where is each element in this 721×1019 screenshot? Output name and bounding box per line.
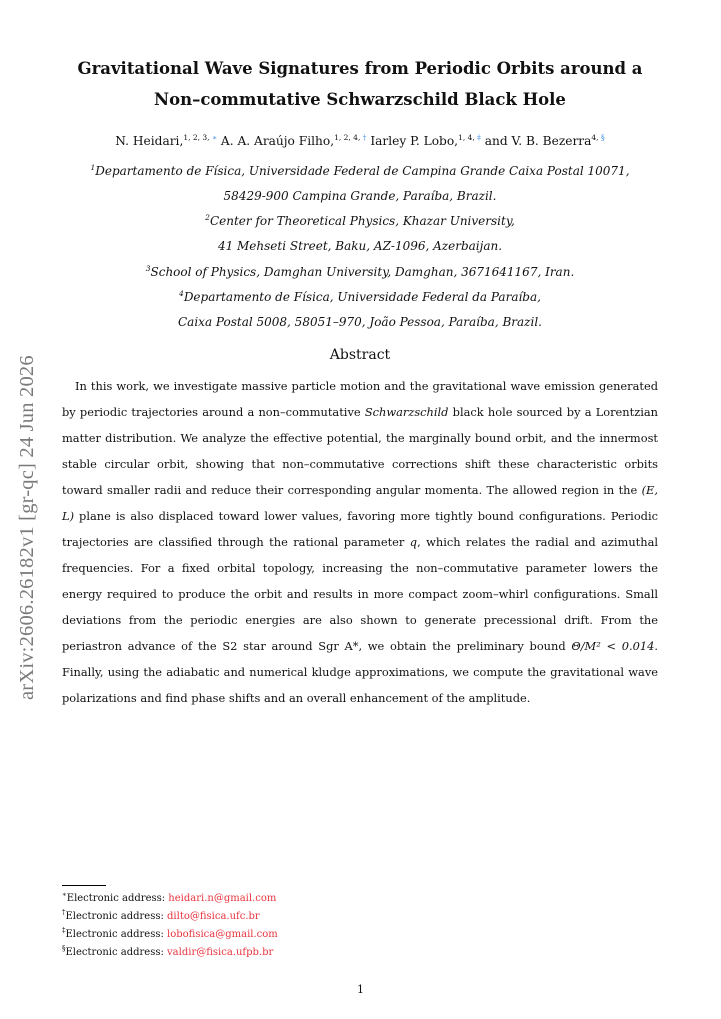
- author-4-affiliations: 4,: [591, 132, 601, 142]
- abstract-text: , which relates the radial and azimuthal frequencies. For a fixed orbital topology, increasing the non–commutative parameter lowers the energy required to produce the orbit and results in more compact zoom–whirl configurations. Small deviations from the periodic energies are also shown to generate precessional drift. From the periastron advance of the S2 star around Sgr A*, we obtain the preliminary bound: [62, 535, 659, 653]
- author-3: Iarley P. Lobo,: [366, 134, 459, 148]
- author-4-footnote-link[interactable]: §: [600, 132, 605, 142]
- author-3-affiliations: 1, 4,: [458, 132, 478, 142]
- email-link[interactable]: lobofisica@gmail.com: [167, 929, 278, 940]
- footnote: [62, 892, 562, 906]
- affiliation-number: 3: [145, 264, 151, 273]
- affiliation-line: [60, 314, 660, 330]
- footnote-divider: [62, 885, 106, 886]
- affiliation-number: 2: [205, 213, 210, 222]
- footnote: [62, 910, 562, 924]
- abstract-math: (E, L): [62, 483, 658, 523]
- author-2: A. A. Araújo Filho,: [217, 134, 335, 148]
- abstract-heading: Abstract: [329, 347, 391, 363]
- affiliation-line: [60, 188, 660, 204]
- email-link[interactable]: valdir@fisica.ufpb.br: [167, 947, 274, 958]
- abstract-italic: Schwarzschild: [364, 405, 449, 419]
- email-link[interactable]: heidari.n@gmail.com: [168, 893, 277, 904]
- affiliation-text: Departamento de Física, Universidade Federal da Paraíba,: [183, 290, 541, 304]
- abstract-body: [62, 373, 658, 711]
- footnote-label: Electronic address:: [65, 929, 168, 940]
- footnote-mark: †: [62, 908, 66, 917]
- author-list: [60, 133, 660, 149]
- title-line-1: Gravitational Wave Signatures from Periodic Orbits around a: [77, 59, 643, 78]
- footnote: [62, 946, 562, 960]
- affiliation-text: Center for Theoretical Physics, Khazar University,: [209, 214, 515, 228]
- abstract-math: Θ/M² < 0.014: [571, 639, 655, 653]
- footnote-label: Electronic address:: [65, 911, 168, 922]
- abstract-text: black hole sourced by a Lorentzian matter distribution. We analyze the effective potential, the marginally bound orbit, and the innermost stable circular orbit, showing that non–commutative corrections shift these characteristic orbits toward smaller radii and reduce their corresponding angular momenta. The allowed region in the: [62, 405, 658, 497]
- affiliation-number: 1: [90, 163, 96, 172]
- footnote-mark: ‡: [62, 926, 66, 935]
- affiliation-line: [60, 289, 660, 305]
- footnote: [62, 928, 562, 942]
- email-link[interactable]: dilto@fisica.ufc.br: [167, 911, 260, 922]
- affiliation-text: Caixa Postal 5008, 58051–970, João Pessoa, Paraíba, Brazil.: [178, 315, 542, 329]
- affiliation-number: 4: [179, 289, 184, 298]
- abstract-text: plane is also displaced toward lower values, favoring more tightly bound configurations. Periodic trajectories are classified through the rational parameter: [62, 509, 658, 549]
- author-2-affiliations: 1, 2, 4,: [334, 132, 363, 142]
- affiliation-text: Departamento de Física, Universidade Federal de Campina Grande Caixa Postal 10071,: [95, 164, 630, 178]
- author-1-footnote-link[interactable]: ∗: [211, 132, 218, 142]
- affiliation-text: 41 Mehseti Street, Baku, AZ-1096, Azerbaijan.: [217, 239, 503, 253]
- affiliation-text: 58429-900 Campina Grande, Paraíba, Brazil.: [223, 189, 497, 203]
- page-number: 1: [357, 983, 364, 996]
- arxiv-stamp: arXiv:2606.26182v1 [gr-qc] 24 Jun 2026: [16, 355, 38, 700]
- abstract-text: . Finally, using the adiabatic and numerical kludge approximations, we compute the gravitational wave polarizations and find phase shifts and an overall enhancement of the amplitude.: [62, 639, 658, 705]
- author-4: and V. B. Bezerra: [480, 134, 592, 148]
- affiliation-line: [60, 163, 660, 179]
- abstract-text: In this work, we investigate massive particle motion and the gravitational wave emission generated by periodic trajectories around a non–commutative: [62, 379, 658, 419]
- affiliation-line: [60, 264, 660, 280]
- footnote-mark: §: [62, 944, 66, 953]
- abstract-math: q: [409, 535, 418, 549]
- author-3-footnote-link[interactable]: ‡: [477, 132, 481, 142]
- author-1: N. Heidari,: [115, 134, 184, 148]
- affiliation-text: School of Physics, Damghan University, Damghan, 3671641167, Iran.: [150, 265, 575, 279]
- footnote-label: Electronic address:: [65, 947, 168, 958]
- affiliation-line: [60, 238, 660, 254]
- footnote-label: Electronic address:: [66, 893, 169, 904]
- author-2-footnote-link[interactable]: †: [362, 132, 367, 142]
- affiliation-line: [60, 213, 660, 229]
- footnote-mark: ∗: [62, 890, 67, 899]
- title-line-2: Non–commutative Schwarzschild Black Hole: [154, 90, 566, 109]
- author-1-affiliations: 1, 2, 3,: [183, 132, 212, 142]
